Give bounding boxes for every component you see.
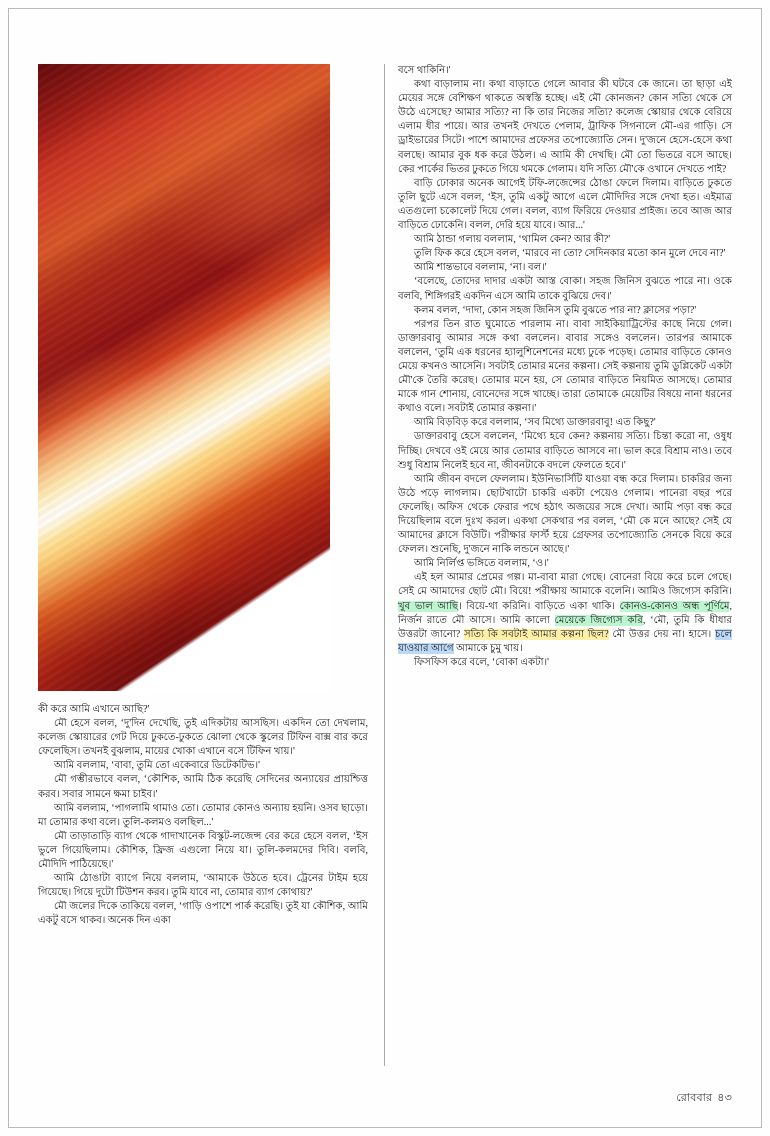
article-photo: [38, 64, 330, 691]
left-text-column: [38, 64, 368, 1074]
magazine-name: রোববার: [676, 1092, 713, 1104]
paragraph: আমি বিড়বিড় করে বললাম, ‘সব মিথ্যে ডাক্তারবাবু! এত কিছু?': [414, 417, 656, 429]
paragraph: আমি ঠান্ডা গলায় বললাম, ‘থামিল কেন? আর কী?': [414, 234, 611, 246]
paragraph: বসে থাকিনি।': [398, 65, 451, 76]
paragraph: আমি বললাম, ‘বাবা, তুমি তো একেবারে ডিটেকটিভ।': [54, 760, 260, 772]
paragraph: মৌ গম্ভীরভাবে বলল, ‘কৌশিক, আমি ঠিক করেছি সেদিনের অন্যায়ের প্রায়শ্চিত্ত করব। সবার সামনে ক্ষমা চাইব।': [38, 774, 368, 800]
paragraph: আমি নির্লিপ্ত ভঙ্গিতে বললাম, ‘ও।': [414, 558, 549, 570]
column-divider: [384, 64, 385, 1066]
paragraph: কলম বলল, ‘দাদা, কোন সহজ জিনিস তুমি বুঝতে পার না? ক্লাসের পড়া?': [414, 304, 697, 316]
paragraph: কী করে আমি এখানে আছি?': [38, 704, 150, 715]
paragraph: আমি বললাম, ‘পাগলামি থামাও তো। তোমার কোনও অন্যায় হয়নি। ওসব ছাড়ো। মা তোমার কথা বলে। তুলি-কলমও বলছিল...': [38, 802, 368, 828]
right-text-column: [398, 64, 732, 1074]
paragraph: ডাক্তারবাবু হেসে বললেন, ‘মিথ্যে হবে কেন? কল্পনায় সত্যি। চিন্তা করো না, ওষুধ দিচ্ছি। দেখবে ওই মেয়ে আর তোমার বাড়িতে আসবে না। ভাল করে বিশ্রাম নাও। তবে শুধু বিশ্রাম নিলেই হবে না, জীবনটাকে বদলে ফেলতে হবে।': [398, 431, 732, 471]
paragraph: ‘বলেছে, তোদের দাদার একটা আস্ত বোকা। সহজ জিনিস বুঝতে পারে না। ওকে বলবি, শিঙ্গিগরই একদিন এসে আমি তাকে বুঝিয়ে দেব।': [398, 276, 732, 302]
highlight-blue: চলে যাওয়ার আগে: [398, 628, 732, 654]
paragraph: মৌ তাড়াতাড়ি ব্যাগ থেকে গাদাখানেক বিস্কুট-লজেন্স বের করে হেসে বলল, ‘ইস ভুলে গিয়েছিলাম। কৌশিক, ফ্রিজ এগুলো নিয়ে যা। তুলি-কলমদের দিবি। বলবি, মৌদিদি পাঠিয়েছে।': [38, 830, 368, 871]
paragraph: মৌ হেসে বলল, ‘দু'দিন দেখেছি, তুই এদিকটায় আসছিস। একদিন তো দেখলাম, কলেজ স্কোয়ারের গেট দিয়ে ঢুকতে-ঢুকতে ঝোলা থেকে স্কুলের টিফিন বাক্স বার করে ফেলেছিস। তখনই বুঝলাম, মায়ের খোকা এখানে বসে টিফিন খায়।': [38, 718, 368, 758]
highlight-yellow: সত্যি কি সবটাই আমার কল্পনা ছিল?: [464, 628, 609, 640]
paragraph: কথা বাড়ালাম না। কথা বাড়াতে গেলে আবার কী ঘটবে কে জানে। তা ছাড়া এই মেয়ের সঙ্গে বেশিক্ষণ থাকতে অস্বস্তি হচ্ছে। এই মৌ কোনজন? কোন সত্যি থেকে সে উঠে এসেছে? আমার সত্যি? না কি তার নিজের সত্যি? কলেজ স্কোয়ার থেকে বেরিয়ে এলাম ধীর পায়ে। আর তখনই দেখতে পেলাম, ট্রাফিক সিগনালে মৌ-এর গাড়ি। সে ড্রাইভারের সিটে। পাশে আমাদের প্রফেসর তপোজ্যোতি সেন। দু'জনে হেসে-হেসে কথা বলছে। আমার বুক ধক করে উঠল। এ আমি কী দেখছি। মৌ তো ভিতরে বসে আছে। কের পার্কের ভিতর ঢুকতে গিয়ে থমকে গেলাম। যদি সত্যি মৌ'কে ওখানে দেখতে পাই?: [398, 79, 732, 175]
highlight-green: খুব ভাল আছি: [398, 600, 459, 612]
page-number: ৪৩: [717, 1092, 732, 1104]
highlight-green: কোনও-কোনও অন্ধ পূর্ণিমে: [619, 600, 730, 612]
paragraph: আমি জীবন বদলে ফেললাম। ইউনিভার্সিটি যাওয়া বন্ধ করে দিলাম। চাকরির জন্য উঠে পড়ে লাগলাম। ছোটখাটো চাকরি একটা পেয়েও গেলাম। পানেরা বছর পরে ফেলেছি। অফিস থেকে ফেরার পথে হঠাৎ অজয়ের সঙ্গে দেখা। আমি পড়া বন্ধ করে দিয়েছিলাম বলে দুঃখ করল। একথা সেকথার পর বলল, ‘মৌ কে মনে আছে? সেই যে আমাদের ক্লাসে বিউটি। পরীক্ষার ফার্স্ট হয়ে গ্রেফসর তপোজ্যোতি সেনকে বিয়ে করে ফেলল। শুনেছি, দু'জনে নাকি লন্ডনে আছে।': [398, 473, 732, 556]
paragraph: বাড়ি ঢোকার অনেক আগেই টফি-লজেন্সের ঠোঙা ফেলে দিলাম। বাড়িতে ঢুকতে তুলি ছুটে এসে বলল, ‘ইস, তুমি একটু আগে এলে মৌদিদির সঙ্গে দেখা হত। এইমাত্র এতগুলো চকোলেট দিয়ে গেল। বলল, ব্যাগ ফিরিয়ে দেওয়ার প্রাইজ। তবে আজ আর বাড়িতে ঢোকেনি। বলল, দেরি হয়ে যাবে। আর...': [398, 177, 732, 232]
paragraph: আমি ঠোঙাটা ব্যাগে নিয়ে বললাম, ‘আমাকে উঠতে হবে। ট্রেনের টাইম হয়ে গিয়েছে। গিয়ে দুটো টিউশন করব। তুমি যাবে না, তোমার ব্যাগ কোথায়?': [38, 873, 368, 899]
page-footer: [676, 1089, 732, 1108]
highlight-green: মেয়েকে জিগ্যেস করি: [554, 614, 643, 626]
paragraph: মৌ জলের দিকে তাকিয়ে বলল, ‘গাড়ি ওপাশে পার্ক করেছি। তুই যা কৌশিক, আমি একটু বসে থাকব। অনেক দিন একা: [38, 901, 368, 927]
paragraph: তুলি ফিক করে হেসে বলল, ‘মারবে না তো? সেদিনকার মতো কান মুলে দেবে না?': [414, 248, 726, 260]
paragraph: ফিসফিস করে বলে, ‘বোকা একটা।': [414, 656, 549, 668]
paragraph: আমি শান্তভাবে বললাম, ‘না। বল।': [414, 262, 547, 274]
paragraph-with-highlights: এই হল আমার প্রেমের গল্প। মা-বাবা মারা গেছে। বোনেরা বিয়ে করে চলে গেছে। সেই মে আমাদের ছোট মৌ। বিয়ে! পরীক্ষায় আমাকে বলেনি। আমিও জিগ্যেস করিনি। খুব ভাল আছি। বিয়ে-থা করিনি। বাড়িতে একা থাকি। কোনও-কোনও অন্ধ পূর্ণিমে, নির্জন রাতে মৌ আসে। আমি কালো মেয়েকে জিগ্যেস করি, ‘মৌ, তুমি কি ধীধার উত্তরটা জানো? সত্যি কি সবটাই আমার কল্পনা ছিল? মৌ উত্তর দেয় না। হাসে। চলে যাওয়ার আগে আমাকে চুমু খায়।: [398, 572, 732, 654]
paragraph: পরপর তিন রাত ঘুমোতে পারলাম না। বাবা সাইকিয়াট্রিস্টের কাছে নিয়ে গেল। ডাক্তারবাবু আমার সঙ্গে কথা বললেন। বাবার সঙ্গেও বললেন। তারপর আমাকে বললেন, ‘তুমি এক ধরনের হ্যালুশিনেশনের মধ্যে ঢুকে পড়েছ। তোমার বাড়িতে কোনও মেয়ে কখনও আসেনি। সবটাই তোমার মনের কল্পনা। সেই কল্পনায় তুমি ডুপ্লিকেট একটা মৌ'কে তৈরি করেছ। তোমার মনে হয়, সে তোমার বাড়িতে নিয়মিত আসছে। তোমার মাকে গান শোনায়, বোনেদের সঙ্গে খাচ্ছে। তারা তোমাকে মেয়েটির বিষয়ে নানা ধরনের কথাও বলে। সবটাই তোমার কল্পনা।': [398, 318, 732, 415]
